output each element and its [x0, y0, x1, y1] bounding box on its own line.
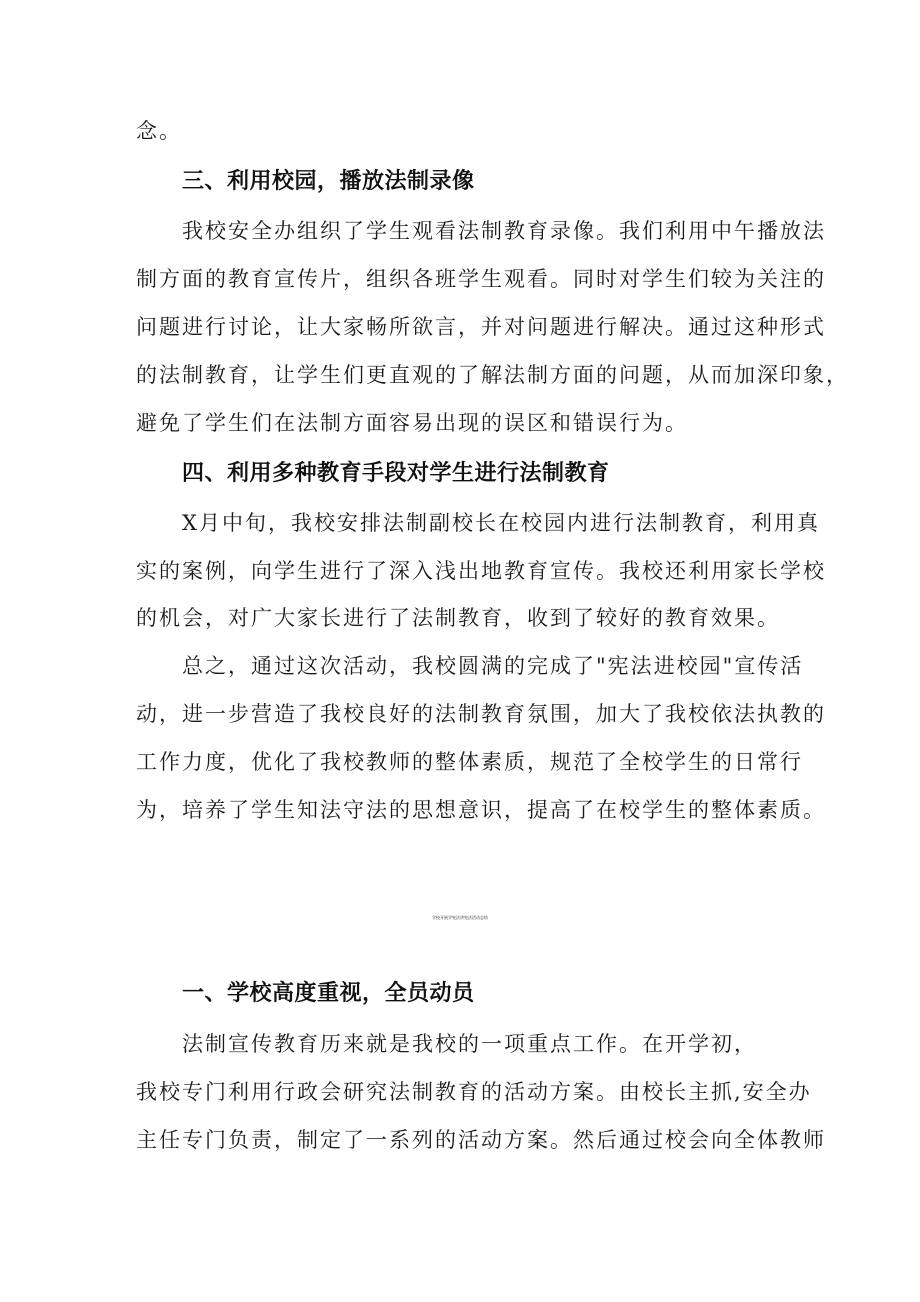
- paragraph-line: 我校安全办组织了学生观看法制教育录像。我们利用中午播放法: [182, 219, 826, 243]
- paragraph-line: 的机会，对广大家长进行了法制教育，收到了较好的教育效果。: [136, 606, 780, 630]
- summary-line: 动，进一步营造了我校良好的法制教育氛围，加大了我校依法执教的: [136, 702, 826, 726]
- paragraph-line: 主任专门负责，制定了一系列的活动方案。然后通过校会向全体教师: [136, 1128, 826, 1152]
- summary-line: 工作力度，优化了我校教师的整体素质，规范了全校学生的日常行: [136, 750, 803, 774]
- paragraph-line: 避免了学生们在法制方面容易出现的误区和错误行为。: [136, 411, 688, 435]
- summary-line: 为，培养了学生知法守法的思想意识，提高了在校学生的整体素质。: [136, 798, 826, 822]
- continuation-text: 念。: [136, 119, 182, 143]
- paragraph-line: X月中旬，我校安排法制副校长在校园内进行法制教育，利用真: [182, 511, 820, 535]
- section-heading-3: 三、利用校园，播放法制录像: [182, 169, 475, 194]
- document-title: 学校开展学宪法讲宪法活动总结: [432, 915, 488, 920]
- section-heading-1: 一、学校高度重视，全员动员: [182, 981, 475, 1006]
- paragraph-line: 法制宣传教育历来就是我校的一项重点工作。在开学初，: [182, 1032, 757, 1056]
- paragraph-line: 我校专门利用行政会研究法制教育的活动方案。由校长主抓,安全办: [136, 1080, 812, 1104]
- paragraph-line: 的法制教育，让学生们更直观的了解法制方面的问题，从而加深印象，: [136, 363, 849, 387]
- paragraph-line: 实的案例，向学生进行了深入浅出地教育宣传。我校还利用家长学校: [136, 559, 826, 583]
- summary-line: 总之，通过这次活动，我校圆满的完成了"宪法进校园"宣传活: [182, 654, 804, 678]
- paragraph-line: 问题进行讨论，让大家畅所欲言，并对问题进行解决。通过这种形式: [136, 315, 826, 339]
- section-heading-4: 四、利用多种教育手段对学生进行法制教育: [182, 461, 610, 486]
- paragraph-line: 制方面的教育宣传片，组织各班学生观看。同时对学生们较为关注的: [136, 267, 826, 291]
